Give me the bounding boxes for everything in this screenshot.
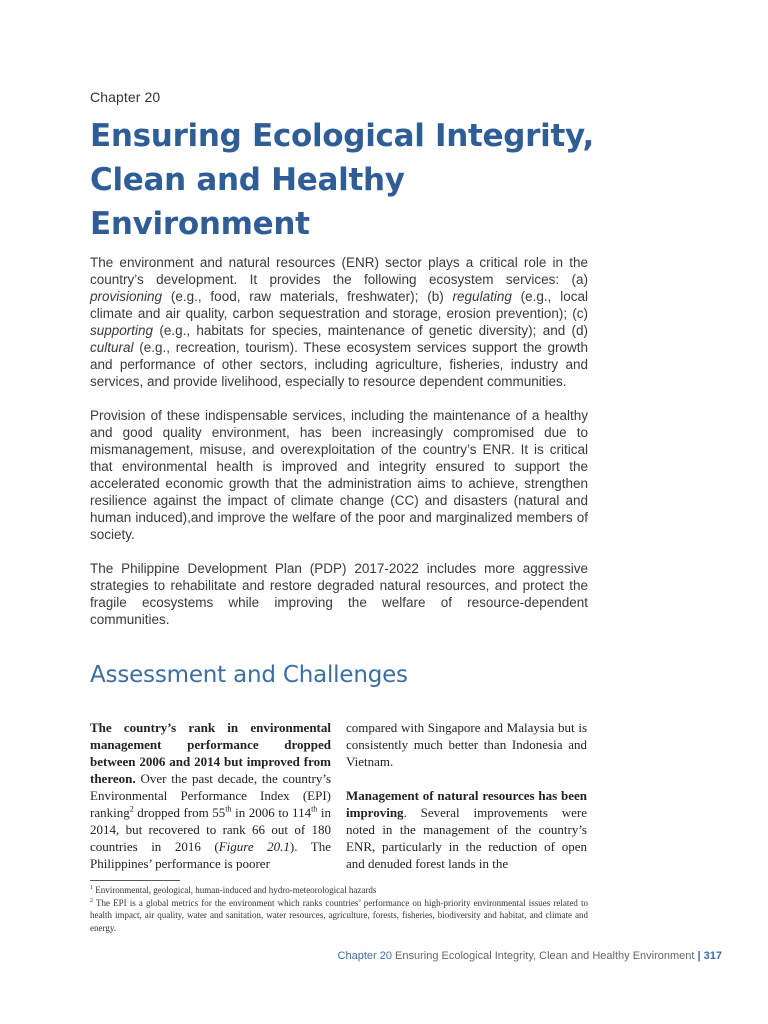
footnote-text: The EPI is a global metrics for the environment which ranks countries’ performance on high-priority environmental issues related to health impact, air quality, water and sanitation, water resources, agriculture, forests, fisheries, biodiversity and habitat, and climate and energy. [90,897,588,933]
footer-title: Ensuring Ecological Integrity, Clean and Healthy Environment [391,950,698,962]
right-paragraph-2 [346,787,587,872]
footnotes [90,884,588,934]
footnote-mark: 1 [90,885,93,891]
intro-p1-text-c: (e.g., local climate and air quality, carbon sequestration and storage, erosion prevention); (c) [90,289,588,321]
section-heading: Assessment and Challenges [90,662,408,688]
footer-chapter: Chapter 20 [337,950,392,962]
chapter-label: Chapter 20 [90,89,161,105]
intro-p1-text-a: The environment and natural resources (ENR) sector plays a critical role in the country’s development. It provides the following ecosystem services: (a) [90,255,588,287]
right-text: . Several improvements were noted in the management of the country’s ENR, particularly in the reduction of open and denuded forest lands in the [346,805,587,871]
footnote-2 [90,897,588,935]
intro-paragraph-3: The Philippine Development Plan (PDP) 2017-2022 includes more aggressive strategies to rehabilitate and restore degraded natural resources, and protect the fragile ecosystems while improving the welfare of resource-dependent communities. [90,561,588,627]
page-footer [338,950,722,962]
intro-p1-supporting: supporting [90,323,154,338]
left-text-3: in 2006 to 114 [231,805,312,820]
left-text-5: ). The Philippines’ performance is poorer [90,839,331,871]
left-text-2: dropped from 55 [133,805,226,820]
intro-p1-text-e: (e.g., recreation, tourism). These ecosystem services support the growth and performance of other sectors, including agriculture, fisheries, industry and services, and provide livelihood, especially to resource dependent communities. [90,340,588,389]
left-text-1: Over the past decade, the country’s Environmental Performance Index (EPI) ranking [90,771,331,820]
page-title: Ensuring Ecological Integrity, Clean and Healthy Environment [90,118,594,242]
footnote-text: Environmental, geological, human-induced and hydro-meteorological hazards [93,885,377,895]
ordinal-suffix: th [311,804,318,814]
left-column [90,719,331,889]
figure-reference[interactable]: Figure 20.1 [218,839,290,854]
intro-text [90,254,588,645]
intro-p1-regulating: regulating [452,289,512,304]
left-text-4: in 2014, but recovered to rank 66 out of 180 countries in 2016 ( [90,805,331,854]
right-bold-lead: Management of natural resources has been improving [346,788,587,820]
left-column-paragraph [90,719,331,872]
left-bold-lead: The country’s rank in environmental management performance dropped between 2006 and 2014 but improved from thereon. [90,720,331,786]
footnote-mark: 2 [90,897,93,904]
intro-paragraph-1 [90,254,588,390]
intro-p1-provisioning: provisioning [90,289,163,304]
ordinal-suffix: th [225,804,232,814]
footnote-1 [90,884,588,897]
footer-separator: | [697,950,701,962]
intro-p1-cultural: cultural [90,340,134,355]
intro-p1-text-d: (e.g., habitats for species, maintenance of genetic diversity); and (d) [153,323,588,338]
page-number: 317 [700,950,722,962]
right-column [346,719,587,889]
right-paragraph-1: compared with Singapore and Malaysia but is consistently much better than Indonesia and Vietnam. [346,720,587,769]
intro-p1-text-b: (e.g., food, raw materials, freshwater); (b) [162,289,453,304]
footnote-ref-2[interactable]: 2 [129,804,134,814]
intro-paragraph-2: Provision of these indispensable services, including the maintenance of a healthy and good quality environment, has been increasingly compromised due to mismanagement, misuse, and overexploitation of the country’s ENR. It is critical that environmental health is improved and integrity ensured to support the accelerated economic growth that the administration aims to achieve, strengthen resilience against the impact of climate change (CC) and disasters (natural and human induced),and improve the welfare of the poor and marginalized members of society. [90,408,588,542]
footnote-divider [90,880,180,881]
